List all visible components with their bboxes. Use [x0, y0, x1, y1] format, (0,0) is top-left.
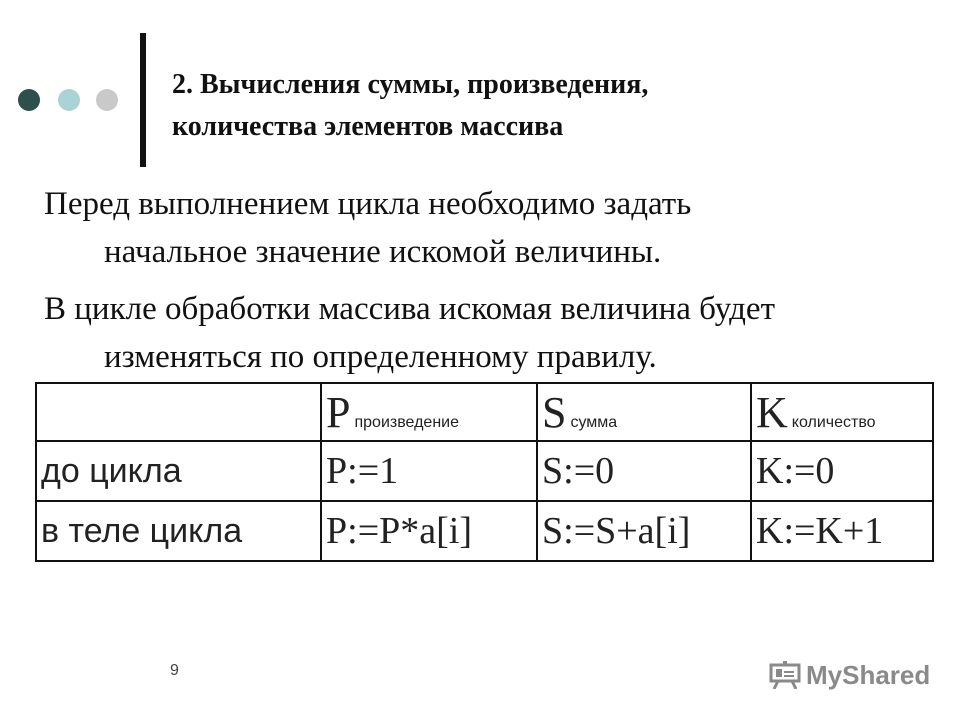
- header-cell-product: P произведение: [321, 383, 537, 441]
- table-cell: P:=P*a[i]: [321, 501, 537, 561]
- table-cell: K:=0: [751, 441, 933, 501]
- table-corner-cell: [36, 383, 321, 441]
- paragraph-line: изменяться по определенному правилу.: [104, 339, 657, 375]
- myshared-logo[interactable]: [768, 658, 930, 692]
- presentation-board-icon: [768, 661, 802, 689]
- decorative-dot-gray: [96, 89, 118, 111]
- row-label-loop-body: в теле цикла: [36, 501, 321, 561]
- paragraph-line: В цикле обработки массива искомая величина будет: [44, 291, 775, 327]
- operations-table: [35, 382, 932, 562]
- table-header-row: [36, 383, 933, 441]
- logo-text: MyShared: [806, 659, 931, 690]
- table-cell: S:=S+a[i]: [537, 501, 751, 561]
- header-cell-count: K количество: [751, 383, 933, 441]
- paragraph-line: Перед выполнением цикла необходимо задать: [44, 186, 692, 222]
- slide-title-line2: количества элементов массива: [172, 111, 564, 142]
- table-cell: P:=1: [321, 441, 537, 501]
- slide-title: [172, 64, 932, 148]
- table-cell: S:=0: [537, 441, 751, 501]
- title-divider-bar: [140, 33, 146, 167]
- header-cell-sum: S сумма: [537, 383, 751, 441]
- table-row: [36, 501, 933, 561]
- row-label-before-loop: до цикла: [36, 441, 321, 501]
- paragraph-loop-rule: [44, 285, 944, 381]
- paragraph-line: начальное значение искомой величины.: [104, 234, 662, 270]
- decorative-dot-teal: [58, 89, 80, 111]
- table-row: [36, 441, 933, 501]
- table-cell: K:=K+1: [751, 501, 933, 561]
- page-number: 9: [170, 662, 179, 679]
- slide-title-line1: 2. Вычисления суммы, произведения,: [172, 69, 649, 100]
- decorative-dot-dark: [18, 89, 40, 111]
- paragraph-initial-value: [44, 180, 944, 276]
